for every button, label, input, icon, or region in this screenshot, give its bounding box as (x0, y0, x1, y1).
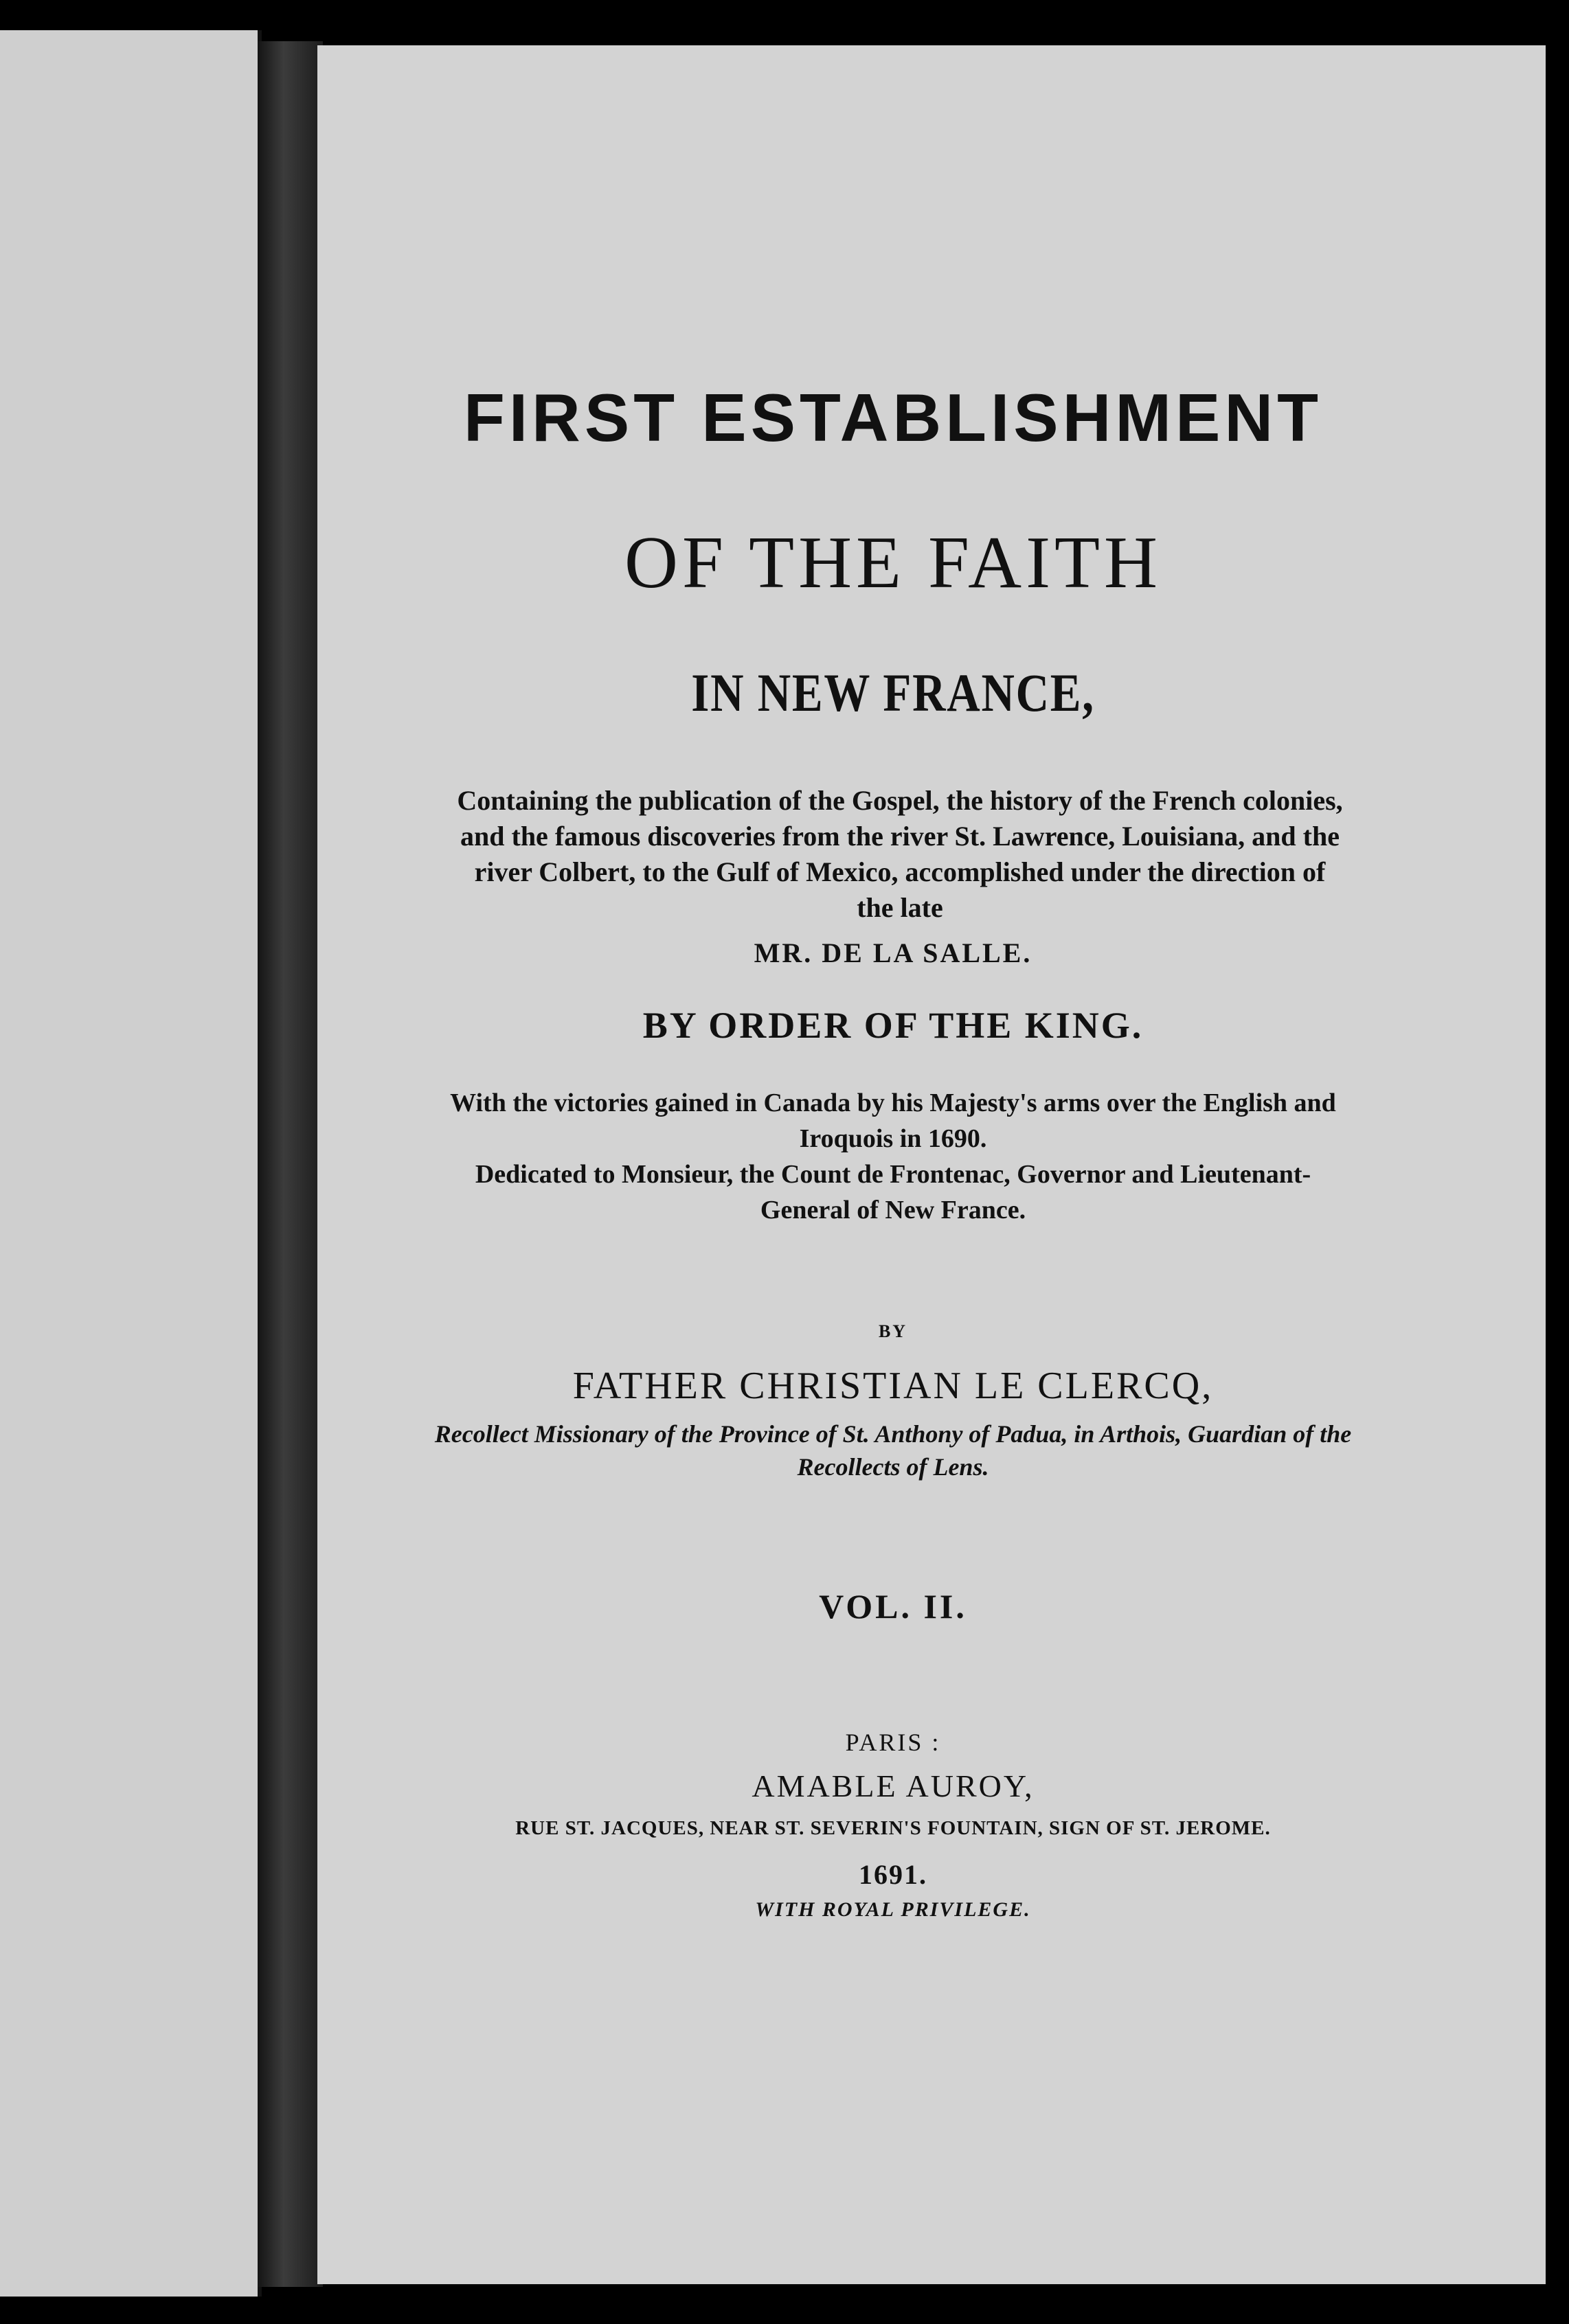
victories-text: With the victories gained in Canada by his Majesty's arms over the English and Iroquois in 1690. (450, 1089, 1336, 1153)
title-line-2: OF THE FAITH (624, 522, 1162, 604)
imprint-year: 1691. (859, 1859, 927, 1890)
subtitle: Containing the publication of the Gospel, the history of the French colonies, and the famous discoveries from the river St. Lawrence, Louisiana, and the river Colbert, to the Gulf of Mexico, accomplished under the direction of the late (457, 785, 1343, 923)
by-order-line: BY ORDER OF THE KING. (642, 1005, 1144, 1046)
royal-privilege: WITH ROYAL PRIVILEGE. (755, 1898, 1031, 1921)
imprint-city: PARIS : (845, 1729, 941, 1756)
dedication-text: Dedicated to Monsieur, the Count de Frontenac, Governor and Lieutenant-General of New France. (475, 1160, 1311, 1224)
author-role: Recollect Missionary of the Province of St. Anthony of Padua, in Arthois, Guardian of the Recollects of Lens. (434, 1420, 1352, 1481)
left-page (0, 30, 262, 2297)
title-line-3: IN NEW FRANCE, (691, 663, 1095, 722)
victories-dedication (433, 1085, 1353, 1228)
volume-number: VOL. II. (819, 1587, 967, 1626)
by-label: BY (878, 1321, 908, 1341)
title-line-1: FIRST ESTABLISHMENT (463, 380, 1323, 455)
book-gutter (258, 41, 323, 2287)
imprint-publisher: AMABLE AUROY, (752, 1768, 1035, 1803)
subject-name: MR. DE LA SALLE. (754, 937, 1032, 968)
author-name: FATHER CHRISTIAN LE CLERCQ, (572, 1365, 1214, 1407)
imprint-address: RUE ST. JACQUES, NEAR ST. SEVERIN'S FOUNTAIN, SIGN OF ST. JEROME. (515, 1817, 1271, 1839)
